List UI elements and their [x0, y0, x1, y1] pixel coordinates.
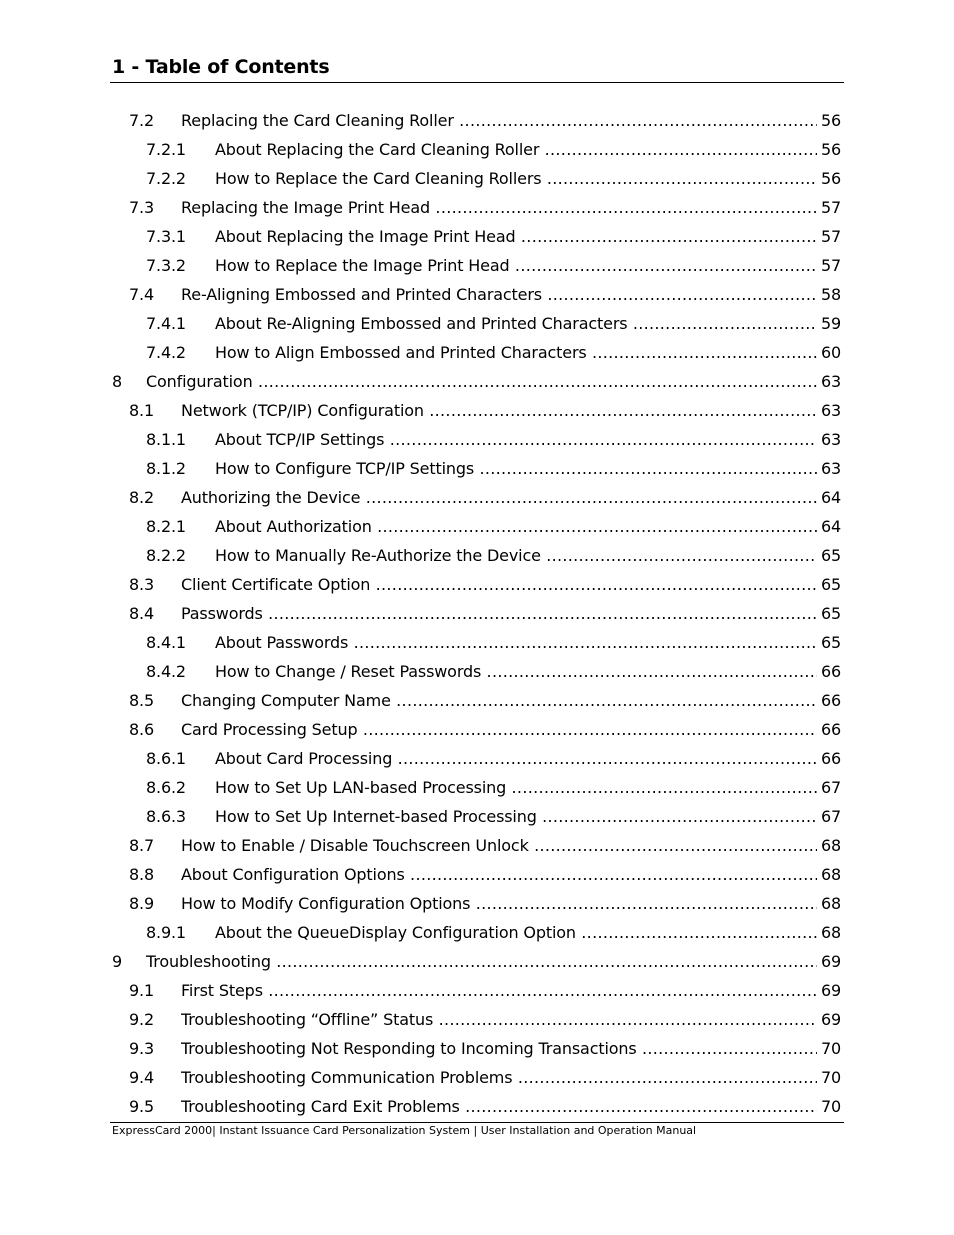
- toc-entry-number: 8.6.2: [146, 778, 186, 797]
- toc-entry-title: How to Enable / Disable Touchscreen Unlock .....: [181, 831, 840, 860]
- toc-entry-page: 65: [817, 541, 841, 570]
- toc-entry-title: Authorizing the Device .....: [181, 483, 840, 512]
- toc-entry-page: 57: [817, 222, 841, 251]
- toc-entry-page: 56: [817, 164, 841, 193]
- toc-entry[interactable]: [0, 889, 954, 918]
- toc-entry-page: 66: [817, 686, 841, 715]
- toc-entry-number: 8.7: [129, 836, 154, 855]
- toc-entry-page: 57: [817, 251, 841, 280]
- toc-entry-page: 63: [817, 367, 841, 396]
- toc-entry[interactable]: [0, 831, 954, 860]
- toc-entry-number: 8.9.1: [146, 923, 186, 942]
- header-divider: [110, 82, 844, 83]
- toc-entry-number: 9: [112, 952, 123, 971]
- toc-entry[interactable]: [0, 715, 954, 744]
- toc-entry-page: 66: [817, 715, 841, 744]
- toc-entry-number: 9.1: [129, 981, 154, 1000]
- toc-entry-page: 66: [817, 657, 841, 686]
- toc-entry-number: 8.1: [129, 401, 154, 420]
- toc-entry-page: 56: [817, 135, 841, 164]
- toc-entry[interactable]: [0, 744, 954, 773]
- toc-entry-number: 8.1.2: [146, 459, 186, 478]
- table-of-contents: [0, 106, 954, 1121]
- toc-entry-page: 68: [817, 918, 841, 947]
- toc-entry-title: How to Manually Re-Authorize the Device .....: [215, 541, 840, 570]
- toc-entry-title: About Card Processing .....: [215, 744, 840, 773]
- toc-entry[interactable]: [0, 251, 954, 280]
- toc-entry-number: 8.8: [129, 865, 154, 884]
- toc-entry[interactable]: [0, 628, 954, 657]
- toc-entry-title: Configuration .....: [146, 367, 840, 396]
- toc-entry-number: 8.5: [129, 691, 154, 710]
- toc-entry[interactable]: [0, 541, 954, 570]
- toc-entry-page: 70: [817, 1034, 841, 1063]
- toc-entry-title: About Re-Aligning Embossed and Printed Characters .....: [215, 309, 840, 338]
- toc-entry-page: 64: [817, 483, 841, 512]
- toc-entry-title: How to Change / Reset Passwords .....: [215, 657, 840, 686]
- toc-entry[interactable]: [0, 135, 954, 164]
- toc-entry-title: Card Processing Setup .....: [181, 715, 840, 744]
- toc-entry[interactable]: [0, 396, 954, 425]
- toc-entry-title: Troubleshooting Communication Problems .....: [181, 1063, 840, 1092]
- toc-entry-page: 68: [817, 831, 841, 860]
- toc-entry-number: 9.5: [129, 1097, 154, 1116]
- toc-entry-title: Troubleshooting Not Responding to Incoming Transactions .....: [181, 1034, 840, 1063]
- toc-entry[interactable]: [0, 280, 954, 309]
- toc-entry-title: About Replacing the Card Cleaning Roller .....: [215, 135, 840, 164]
- toc-entry-number: 8.9: [129, 894, 154, 913]
- toc-entry-page: 60: [817, 338, 841, 367]
- toc-entry-number: 9.2: [129, 1010, 154, 1029]
- toc-entry[interactable]: [0, 164, 954, 193]
- toc-entry-page: 66: [817, 744, 841, 773]
- toc-entry-title: Replacing the Card Cleaning Roller .....: [181, 106, 840, 135]
- toc-entry-title: About Replacing the Image Print Head .....: [215, 222, 840, 251]
- toc-entry[interactable]: [0, 483, 954, 512]
- toc-entry-title: How to Set Up Internet-based Processing .....: [215, 802, 840, 831]
- footer-divider: [110, 1122, 844, 1123]
- toc-entry-title: How to Replace the Image Print Head .....: [215, 251, 840, 280]
- toc-entry[interactable]: [0, 454, 954, 483]
- toc-entry[interactable]: [0, 686, 954, 715]
- toc-entry-page: 69: [817, 1005, 841, 1034]
- toc-entry-number: 7.4.1: [146, 314, 186, 333]
- toc-entry-number: 8.4.1: [146, 633, 186, 652]
- toc-entry-number: 9.3: [129, 1039, 154, 1058]
- toc-entry-number: 8.3: [129, 575, 154, 594]
- toc-entry-number: 8.2.1: [146, 517, 186, 536]
- toc-entry-title: About Passwords .....: [215, 628, 840, 657]
- toc-entry-title: How to Configure TCP/IP Settings .....: [215, 454, 840, 483]
- toc-entry-title: How to Align Embossed and Printed Characters .....: [215, 338, 840, 367]
- toc-entry-page: 65: [817, 599, 841, 628]
- toc-entry-number: 7.2.2: [146, 169, 186, 188]
- toc-entry-number: 7.3: [129, 198, 154, 217]
- toc-entry-title: Client Certificate Option .....: [181, 570, 840, 599]
- toc-entry-number: 9.4: [129, 1068, 154, 1087]
- toc-entry[interactable]: [0, 106, 954, 135]
- toc-entry-title: About Authorization .....: [215, 512, 840, 541]
- toc-entry-title: How to Modify Configuration Options .....: [181, 889, 840, 918]
- toc-entry-title: First Steps .....: [181, 976, 840, 1005]
- toc-entry-number: 8: [112, 372, 123, 391]
- toc-entry-page: 58: [817, 280, 841, 309]
- toc-entry-page: 56: [817, 106, 841, 135]
- toc-entry-number: 8.6.3: [146, 807, 186, 826]
- footer-text: ExpressCard 2000| Instant Issuance Card Personalization System | User Installation and Operation Manual: [112, 1124, 697, 1137]
- toc-entry-page: 63: [817, 454, 841, 483]
- toc-entry-number: 8.1.1: [146, 430, 186, 449]
- toc-entry[interactable]: [0, 918, 954, 947]
- toc-entry[interactable]: [0, 1005, 954, 1034]
- toc-entry-page: 65: [817, 628, 841, 657]
- toc-entry[interactable]: [0, 570, 954, 599]
- toc-entry-number: 7.2.1: [146, 140, 186, 159]
- toc-entry[interactable]: [0, 222, 954, 251]
- toc-entry-page: 64: [817, 512, 841, 541]
- toc-entry[interactable]: [0, 1092, 954, 1121]
- toc-entry-title: Replacing the Image Print Head .....: [181, 193, 840, 222]
- toc-entry-number: 7.4: [129, 285, 154, 304]
- toc-entry[interactable]: [0, 1063, 954, 1092]
- page-title: 1 - Table of Contents: [112, 56, 330, 78]
- toc-entry-number: 8.2.2: [146, 546, 186, 565]
- toc-entry-page: 63: [817, 425, 841, 454]
- toc-entry-page: 68: [817, 860, 841, 889]
- toc-entry-page: 67: [817, 802, 841, 831]
- toc-entry-number: 7.3.1: [146, 227, 186, 246]
- toc-entry-page: 63: [817, 396, 841, 425]
- toc-entry-title: Passwords .....: [181, 599, 840, 628]
- toc-entry-number: 8.6: [129, 720, 154, 739]
- toc-entry[interactable]: [0, 802, 954, 831]
- toc-entry-page: 68: [817, 889, 841, 918]
- toc-entry[interactable]: [0, 367, 954, 396]
- toc-entry-title: About the QueueDisplay Configuration Option .....: [215, 918, 840, 947]
- toc-entry[interactable]: [0, 193, 954, 222]
- toc-entry-title: Troubleshooting “Offline” Status .....: [181, 1005, 840, 1034]
- toc-entry-page: 69: [817, 947, 841, 976]
- toc-entry[interactable]: [0, 860, 954, 889]
- toc-entry-title: Re-Aligning Embossed and Printed Characters .....: [181, 280, 840, 309]
- toc-entry[interactable]: [0, 338, 954, 367]
- toc-entry-title: How to Replace the Card Cleaning Rollers .....: [215, 164, 840, 193]
- toc-entry-number: 8.2: [129, 488, 154, 507]
- toc-entry[interactable]: [0, 1034, 954, 1063]
- toc-entry[interactable]: [0, 657, 954, 686]
- toc-entry-title: About Configuration Options .....: [181, 860, 840, 889]
- toc-entry-page: 59: [817, 309, 841, 338]
- toc-entry-page: 65: [817, 570, 841, 599]
- toc-entry-title: Changing Computer Name .....: [181, 686, 840, 715]
- toc-entry[interactable]: [0, 976, 954, 1005]
- toc-entry-title: Network (TCP/IP) Configuration .....: [181, 396, 840, 425]
- toc-entry-page: 69: [817, 976, 841, 1005]
- toc-entry[interactable]: [0, 947, 954, 976]
- toc-entry-page: 57: [817, 193, 841, 222]
- toc-entry-title: About TCP/IP Settings .....: [215, 425, 840, 454]
- toc-entry[interactable]: [0, 309, 954, 338]
- toc-entry-title: Troubleshooting Card Exit Problems .....: [181, 1092, 840, 1121]
- toc-entry-page: 70: [817, 1092, 841, 1121]
- toc-entry[interactable]: [0, 425, 954, 454]
- toc-entry-page: 67: [817, 773, 841, 802]
- toc-entry[interactable]: [0, 773, 954, 802]
- toc-entry[interactable]: [0, 512, 954, 541]
- toc-entry-title: How to Set Up LAN-based Processing .....: [215, 773, 840, 802]
- toc-entry-number: 8.4.2: [146, 662, 186, 681]
- toc-entry-page: 70: [817, 1063, 841, 1092]
- toc-entry-number: 7.3.2: [146, 256, 186, 275]
- toc-entry-number: 8.4: [129, 604, 154, 623]
- toc-entry-title: Troubleshooting .....: [146, 947, 840, 976]
- toc-entry-number: 8.6.1: [146, 749, 186, 768]
- toc-entry[interactable]: [0, 599, 954, 628]
- toc-entry-number: 7.4.2: [146, 343, 186, 362]
- toc-entry-number: 7.2: [129, 111, 154, 130]
